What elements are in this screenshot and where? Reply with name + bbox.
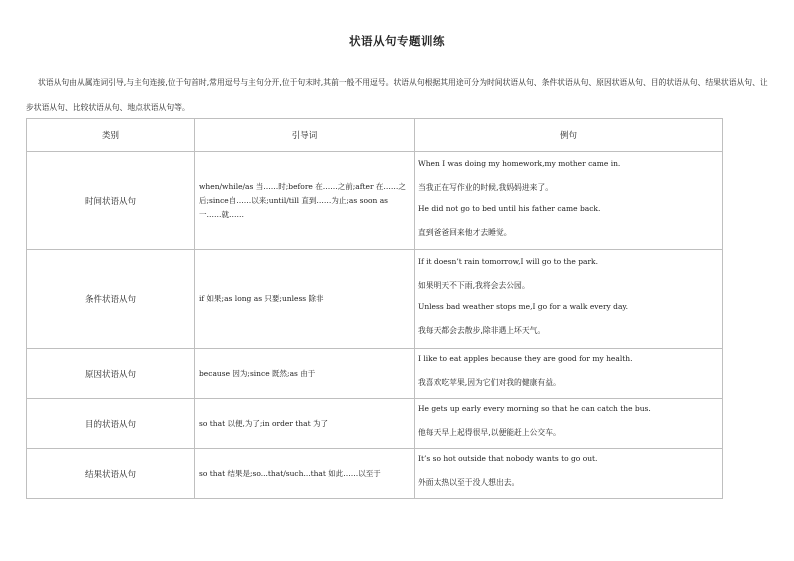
example-en: He did not go to bed until his father came back.	[418, 203, 601, 213]
table-row	[27, 152, 723, 250]
example-en: Unless bad weather stops me,I go for a walk every day.	[418, 302, 629, 311]
example-zh: 我每天都会去散步,除非遇上坏天气。	[418, 326, 546, 335]
table-row	[27, 449, 723, 499]
row-examples	[415, 349, 723, 399]
table-row	[27, 250, 723, 349]
row-conjunctions: because 因为;since 既然;as 由于	[195, 349, 415, 399]
row-examples	[415, 449, 723, 499]
header-examples: 例句	[415, 119, 723, 152]
example-zh: 如果明天不下雨,我将会去公园。	[418, 281, 530, 290]
row-conjunctions: so that 结果是;so...that/such...that 如此……以至于	[195, 449, 415, 499]
row-category: 时间状语从句	[27, 152, 195, 250]
example-en: It’s so hot outside that nobody wants to go out.	[418, 454, 598, 463]
row-category: 目的状语从句	[27, 399, 195, 449]
row-category: 条件状语从句	[27, 250, 195, 349]
example-zh: 外面太热以至于没人想出去。	[418, 478, 520, 487]
example-en: If it doesn’t rain tomorrow,I will go to the park.	[418, 257, 598, 266]
row-examples	[415, 399, 723, 449]
example-zh: 当我正在写作业的时候,我妈妈进来了。	[418, 182, 554, 192]
row-examples	[415, 250, 723, 349]
example-en: When I was doing my homework,my mother came in.	[418, 158, 621, 168]
clause-table	[26, 118, 723, 499]
table-row	[27, 349, 723, 399]
row-examples	[415, 152, 723, 250]
header-conjunctions: 引导词	[195, 119, 415, 152]
table-header-row	[27, 119, 723, 152]
example-zh: 他每天早上起得很早,以便能赶上公交车。	[418, 428, 561, 437]
intro-paragraph: 状语从句由从属连词引导,与主句连接,位于句首时,常用逗号与主句分开,位于句末时,其前一般不用逗号。状语从句根据其用途可分为时间状语从句、条件状语从句、原因状语从句、目的状语从句、结果状语从句、让步状语从句、比较状语从句、地点状语从句等。	[26, 78, 768, 112]
table-row	[27, 399, 723, 449]
row-category: 结果状语从句	[27, 449, 195, 499]
row-conjunctions: when/while/as 当……时;before 在……之前;after 在……之后;since自……以来;until/till 直到……为止;as soon as 一……就……	[195, 152, 415, 250]
document-title: 状语从句专题训练	[349, 34, 445, 48]
header-category: 类别	[27, 119, 195, 152]
row-category: 原因状语从句	[27, 349, 195, 399]
example-zh: 直到爸爸回来他才去睡觉。	[418, 227, 512, 237]
row-conjunctions: so that 以便,为了;in order that 为了	[195, 399, 415, 449]
example-zh: 我喜欢吃苹果,因为它们对我的健康有益。	[418, 378, 561, 387]
example-en: I like to eat apples because they are good for my health.	[418, 354, 633, 363]
row-conjunctions: if 如果;as long as 只要;unless 除非	[195, 250, 415, 349]
example-en: He gets up early every morning so that he can catch the bus.	[418, 404, 651, 413]
